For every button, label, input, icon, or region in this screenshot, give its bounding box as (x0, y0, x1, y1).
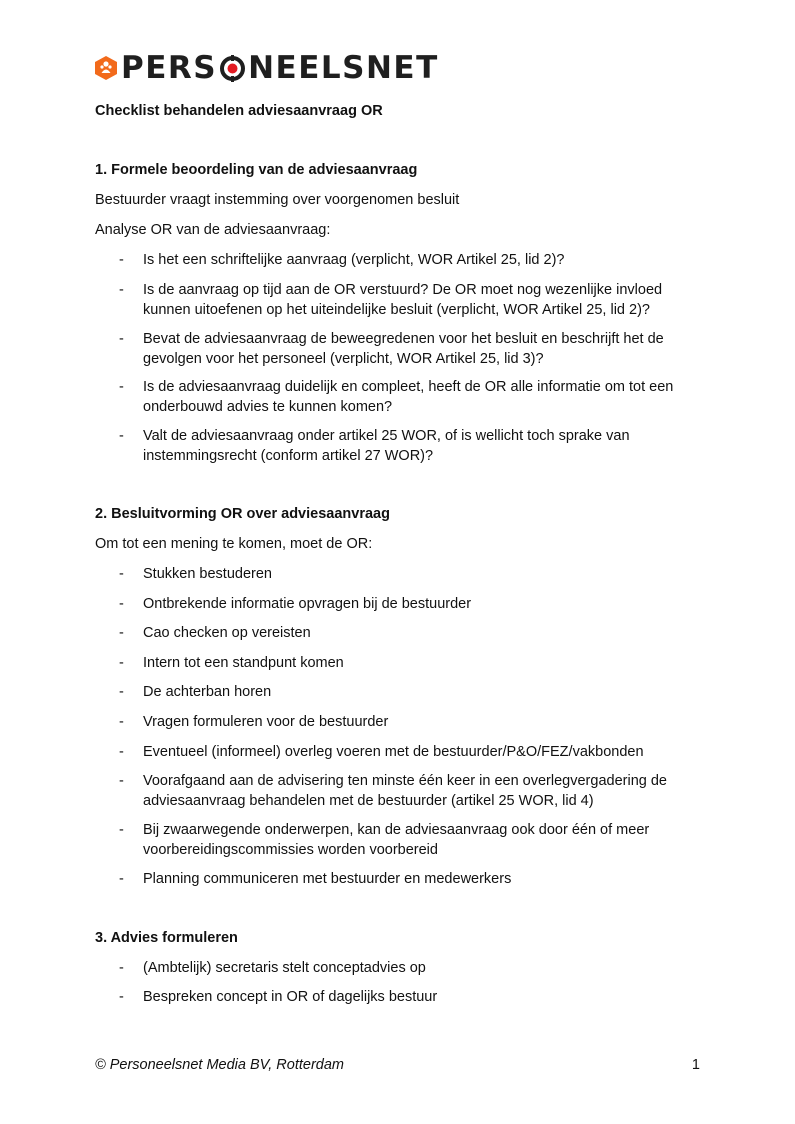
list-item-text: kunnen uitoefenen op het uiteindelijke besluit (verplicht, WOR Artikel 25, lid 2)? (143, 301, 650, 318)
bullet-dash: - (119, 566, 124, 582)
list-item-text: Stukken bestuderen (143, 566, 272, 582)
list-item-text: Is de aanvraag op tijd aan de OR verstuurd? De OR moet nog wezenlijke invloed (143, 282, 663, 298)
list-item-text: Vragen formuleren voor de bestuurder (143, 714, 389, 730)
list-item-text: (Ambtelijk) secretaris stelt conceptadvies op (143, 960, 426, 976)
footer-copyright: © Personeelsnet Media BV, Rotterdam (95, 1057, 344, 1073)
bullet-dash: - (119, 428, 124, 444)
list-item (119, 870, 699, 890)
section-1-paragraph-2: Analyse OR van de adviesaanvraag: (95, 222, 331, 238)
list-item-text: Bevat de adviesaanvraag de beweegredenen voor het besluit en beschrijft het de (143, 331, 664, 347)
list-item-text: Intern tot een standpunt komen (143, 655, 344, 671)
section-1-paragraph-1: Bestuurder vraagt instemming over voorgenomen besluit (95, 192, 460, 208)
list-item (119, 595, 699, 615)
bullet-dash: - (119, 773, 124, 789)
list-item-text: onderbouwd advies te kunnen komen? (143, 398, 393, 415)
list-item (119, 821, 699, 860)
crosshair-o-icon (219, 55, 246, 82)
list-item (119, 281, 699, 320)
bullet-dash: - (119, 714, 124, 730)
page-number: 1 (691, 1057, 700, 1073)
list-item (119, 330, 699, 369)
bullet-dash: - (119, 379, 124, 395)
list-item-text: Planning communiceren met bestuurder en medewerkers (143, 871, 512, 887)
list-item (119, 959, 699, 979)
logo-text-after: NEELSNET (248, 49, 439, 86)
bullet-dash: - (119, 252, 124, 268)
list-item-text: De achterban horen (143, 684, 272, 700)
section-2-paragraph-1: Om tot een mening te komen, moet de OR: (95, 536, 373, 552)
bullet-dash: - (119, 596, 124, 612)
list-item (119, 713, 699, 733)
list-item-text: Cao checken op vereisten (143, 625, 311, 641)
document-title: Checklist behandelen adviesaanvraag OR (95, 103, 383, 119)
list-item-text: Bij zwaarwegende onderwerpen, kan de adviesaanvraag ook door één of meer (143, 822, 650, 838)
list-item-text: Is het een schriftelijke aanvraag (verplicht, WOR Artikel 25, lid 2)? (143, 252, 565, 268)
list-item (119, 624, 699, 644)
list-item (119, 251, 699, 271)
bullet-dash: - (119, 625, 124, 641)
personeelsnet-logo (95, 50, 439, 86)
list-item-text: Bespreken concept in OR of dagelijks bestuur (143, 989, 438, 1005)
list-item-text: gevolgen voor het personeel (verplicht, WOR Artikel 25, lid 3)? (143, 350, 544, 367)
list-item-text: voorbereidingscommissies worden voorbereid (143, 841, 438, 858)
section-heading-1: 1. Formele beoordeling van de adviesaanvraag (95, 162, 418, 178)
list-item (119, 378, 699, 417)
list-item-text: Voorafgaand aan de advisering ten minste één keer in een overlegvergadering de (143, 773, 667, 789)
logo-wordmark (121, 49, 439, 86)
bullet-dash: - (119, 655, 124, 671)
list-item (119, 988, 699, 1008)
bullet-dash: - (119, 822, 124, 838)
list-item-text: adviesaanvraag behandelen met de bestuurder (artikel 25 WOR, lid 4) (143, 792, 594, 809)
logo-text-before: PERS (121, 49, 218, 86)
list-item (119, 772, 699, 811)
bullet-dash: - (119, 744, 124, 760)
hexagon-people-icon (95, 56, 117, 80)
list-item (119, 565, 699, 585)
bullet-dash: - (119, 871, 124, 887)
bullet-dash: - (119, 960, 124, 976)
list-item-text: Ontbrekende informatie opvragen bij de bestuurder (143, 596, 472, 612)
bullet-dash: - (119, 282, 124, 298)
list-item (119, 427, 699, 466)
list-item-text: Is de adviesaanvraag duidelijk en compleet, heeft de OR alle informatie om tot een (143, 379, 674, 395)
list-item (119, 683, 699, 703)
bullet-dash: - (119, 989, 124, 1005)
bullet-dash: - (119, 331, 124, 347)
section-heading-2: 2. Besluitvorming OR over adviesaanvraag (95, 506, 390, 522)
list-item-text: Eventueel (informeel) overleg voeren met de bestuurder/P&O/FEZ/vakbonden (143, 744, 644, 760)
bullet-dash: - (119, 684, 124, 700)
list-item-text: Valt de adviesaanvraag onder artikel 25 WOR, of is wellicht toch sprake van (143, 428, 630, 444)
list-item-text: instemmingsrecht (conform artikel 27 WOR)? (143, 447, 434, 464)
list-item (119, 743, 699, 763)
section-heading-3: 3. Advies formuleren (95, 930, 238, 946)
list-item (119, 654, 699, 674)
